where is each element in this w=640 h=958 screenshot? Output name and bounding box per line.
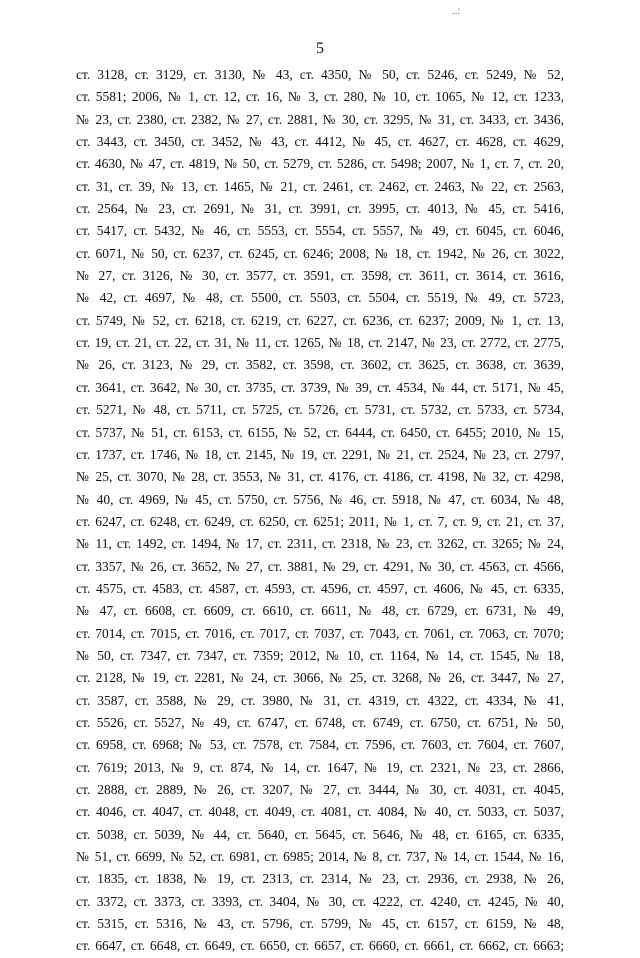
text-line: ст. 5315, ст. 5316, № 43, ст. 5796, ст. 5799, № 45, ст. 6157, ст. 6159, № 48, [76, 916, 564, 932]
text-line: ст. 3372, ст. 3373, ст. 3393, ст. 3404, № 30, ст. 4222, ст. 4240, ст. 4245, № 40, [76, 893, 564, 909]
text-line: № 47, ст. 6608, ст. 6609, ст. 6610, ст. 6611, № 48, ст. 6729, ст. 6731, № 49, [76, 603, 564, 619]
text-line: ст. 4630, № 47, ст. 4819, № 50, ст. 5279, ст. 5286, ст. 5498; 2007, № 1, ст. 7, ст. 20, [76, 156, 564, 172]
text-line: ст. 7619; 2013, № 9, ст. 874, № 14, ст. 1647, № 19, ст. 2321, № 23, ст. 2866, [76, 759, 564, 775]
text-line: ст. 5271, № 48, ст. 5711, ст. 5725, ст. 5726, ст. 5731, ст. 5732, ст. 5733, ст. 5734, [76, 402, 564, 418]
text-line: ст. 4046, ст. 4047, ст. 4048, ст. 4049, ст. 4081, ст. 4084, № 40, ст. 5033, ст. 5037, [76, 804, 564, 820]
text-line: № 42, ст. 4697, № 48, ст. 5500, ст. 5503, ст. 5504, ст. 5519, № 49, ст. 5723, [76, 290, 564, 306]
text-line: № 26, ст. 3123, № 29, ст. 3582, ст. 3598, ст. 3602, ст. 3625, ст. 3638, ст. 3639, [76, 357, 564, 373]
text-line: ст. 5737, № 51, ст. 6153, ст. 6155, № 52, ст. 6444, ст. 6450, ст. 6455; 2010, № 15, [76, 424, 564, 440]
text-line: № 25, ст. 3070, № 28, ст. 3553, № 31, ст. 4176, ст. 4186, ст. 4198, № 32, ст. 4298, [76, 469, 564, 485]
text-line: ст. 31, ст. 39, № 13, ст. 1465, № 21, ст. 2461, ст. 2462, ст. 2463, № 22, ст. 2563, [76, 178, 564, 194]
text-line: ст. 3357, № 26, ст. 3652, № 27, ст. 3881, № 29, ст. 4291, № 30, ст. 4563, ст. 4566, [76, 558, 564, 574]
text-line: ст. 5749, № 52, ст. 6218, ст. 6219, ст. 6227, ст. 6236, ст. 6237; 2009, № 1, ст. 13, [76, 312, 564, 328]
text-line: ст. 19, ст. 21, ст. 22, ст. 31, № 11, ст. 1265, № 18, ст. 2147, № 23, ст. 2772, ст. 2775, [76, 335, 564, 351]
text-line: ст. 1835, ст. 1838, № 19, ст. 2313, ст. 2314, № 23, ст. 2936, ст. 2938, № 26, [76, 871, 564, 887]
text-line: ст. 3443, ст. 3450, ст. 3452, № 43, ст. 4412, № 45, ст. 4627, ст. 4628, ст. 4629, [76, 134, 564, 150]
text-line: ст. 3587, ст. 3588, № 29, ст. 3980, № 31, ст. 4319, ст. 4322, ст. 4334, № 41, [76, 692, 564, 708]
text-line: ст. 4575, ст. 4583, ст. 4587, ст. 4593, ст. 4596, ст. 4597, ст. 4606, № 45, ст. 6335, [76, 580, 564, 596]
text-line: ст. 5038, ст. 5039, № 44, ст. 5640, ст. 5645, ст. 5646, № 48, ст. 6165, ст. 6335, [76, 826, 564, 842]
text-line: ст. 5526, ст. 5527, № 49, ст. 6747, ст. 6748, ст. 6749, ст. 6750, ст. 6751, № 50, [76, 714, 564, 730]
text-line: ст. 7014, ст. 7015, ст. 7016, ст. 7017, ст. 7037, ст. 7043, ст. 7061, ст. 7063, ст. 7070; [76, 625, 564, 641]
corner-mark: ..: [452, 6, 461, 17]
text-line: № 23, ст. 2380, ст. 2382, № 27, ст. 2881, № 30, ст. 3295, № 31, ст. 3433, ст. 3436, [76, 111, 564, 127]
text-line: ст. 2888, ст. 2889, № 26, ст. 3207, № 27, ст. 3444, № 30, ст. 4031, ст. 4045, [76, 782, 564, 797]
text-line: № 50, ст. 7347, ст. 7347, ст. 7359; 2012, № 10, ст. 1164, № 14, ст. 1545, № 18, [76, 647, 564, 663]
text-line: № 51, ст. 6699, № 52, ст. 6981, ст. 6985; 2014, № 8, ст. 737, № 14, ст. 1544, № 16, [76, 849, 564, 865]
text-line: ст. 1737, ст. 1746, № 18, ст. 2145, № 19, ст. 2291, № 21, ст. 2524, № 23, ст. 2797, [76, 446, 564, 462]
citation-text-block [76, 64, 564, 958]
text-line: ст. 2128, № 19, ст. 2281, № 24, ст. 3066, № 25, ст. 3268, № 26, ст. 3447, № 27, [76, 670, 564, 686]
text-line: ст. 6247, ст. 6248, ст. 6249, ст. 6250, ст. 6251; 2011, № 1, ст. 7, ст. 9, ст. 21, ст. 37, [76, 513, 564, 529]
page-number: 5 [316, 40, 324, 57]
text-line: ст. 5417, ст. 5432, № 46, ст. 5553, ст. 5554, ст. 5557, № 49, ст. 6045, ст. 6046, [76, 223, 564, 239]
text-line: ст. 6071, № 50, ст. 6237, ст. 6245, ст. 6246; 2008, № 18, ст. 1942, № 26, ст. 3022, [76, 245, 564, 261]
text-line: ст. 6958, ст. 6968; № 53, ст. 7578, ст. 7584, ст. 7596, ст. 7603, ст. 7604, ст. 7607, [76, 737, 564, 753]
text-line: № 27, ст. 3126, № 30, ст. 3577, ст. 3591, ст. 3598, ст. 3611, ст. 3614, ст. 3616, [76, 268, 564, 284]
text-line: ст. 5581; 2006, № 1, ст. 12, ст. 16, № 3, ст. 280, № 10, ст. 1065, № 12, ст. 1233, [76, 89, 564, 105]
text-line: ст. 3641, ст. 3642, № 30, ст. 3735, ст. 3739, № 39, ст. 4534, № 44, ст. 5171, № 45, [76, 379, 564, 395]
text-line: ст. 2564, № 23, ст. 2691, № 31, ст. 3991, ст. 3995, ст. 4013, № 45, ст. 5416, [76, 201, 564, 217]
text-line: ст. 3128, ст. 3129, ст. 3130, № 43, ст. 4350, № 50, ст. 5246, ст. 5249, № 52, [76, 67, 564, 82]
text-line: ст. 6647, ст. 6648, ст. 6649, ст. 6650, ст. 6657, ст. 6660, ст. 6661, ст. 6662, ст. 6663; [76, 938, 564, 954]
text-line: № 11, ст. 1492, ст. 1494, № 17, ст. 2311, ст. 2318, № 23, ст. 3262, ст. 3265; № 24, [76, 536, 564, 552]
text-line: № 40, ст. 4969, № 45, ст. 5750, ст. 5756, № 46, ст. 5918, № 47, ст. 6034, № 48, [76, 491, 564, 507]
